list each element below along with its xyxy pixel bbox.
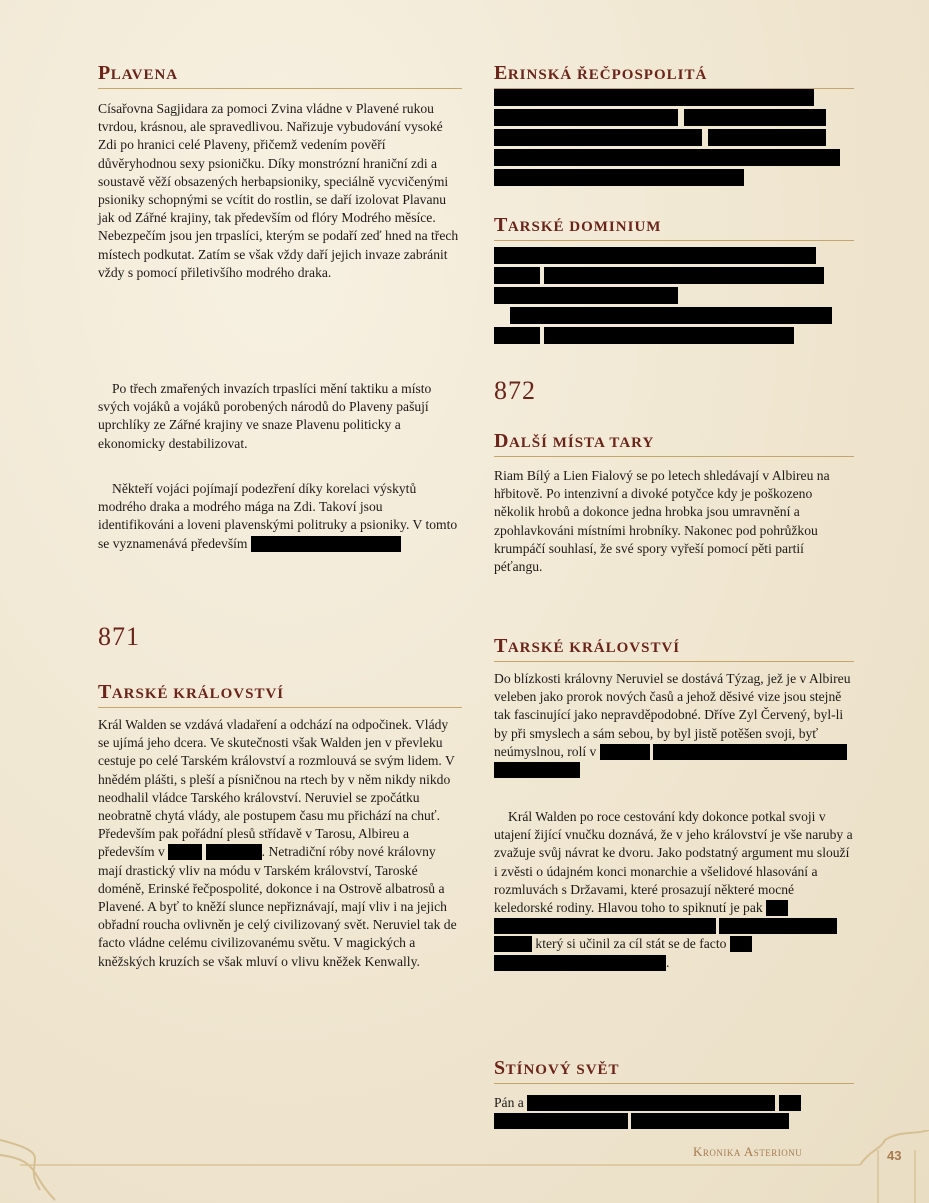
redaction-bar <box>494 149 840 166</box>
redaction-bar <box>168 844 202 860</box>
redaction-bar <box>494 1113 628 1129</box>
redaction-bar <box>510 307 832 324</box>
section-heading-tarske-kralovstvi-2: TARSKÉ KRÁLOVSTVÍ <box>494 635 854 662</box>
tarske-2-paragraph-2-text: Král Walden po roce cestování kdy dokonce potkal svoji v utajení žijící vnučku doznává, že v jeho království je vše naruby a zvažuje svůj návrat ke dvoru. Jako podstatný argument mu slouží i zvěsti o údajném konci monarchie a všelidové hlasování a rozmluvách s Državami, které prosazují některé mocné keledorské rodiny. Hlavou toho to spiknutí je pak <box>494 809 853 916</box>
redaction-bar <box>719 918 837 934</box>
redaction-bar <box>494 762 580 778</box>
redaction-bar <box>544 327 794 344</box>
plavena-paragraph-1: Císařovna Sagjidara za pomoci Zvina vládne v Plavené rukou tvrdou, krásnou, ale spravedlivou. Nařizuje vybudování vysoké Zdi po hranici celé Plaveny, přičemž vedením pověří důvěryhodnou sexy psioničku. Díky monstrózní hraniční zdi a soustavě věží obsazených herbapsioniky, speciálně vycvičenými psioniky schopnými se vcítit do rostlin, se daří izolovat Plavanu jak od Zářné krajiny, tak především od flóry Modrého měsíce. Nebezpečím jsou jen trpaslíci, kterým se podaří zeď hned na třech místech podkutat. Zatím se však vždy daří jejich invaze zabránit vždy s pomocí přiletivšího modrého draka. <box>98 101 459 280</box>
section-heading-stinovy-svet: STÍNOVÝ SVĚT <box>494 1057 854 1084</box>
redaction-bar <box>494 129 702 146</box>
tarske-2-paragraph-2-text-b: který si učinil za cíl stát se de facto <box>535 936 727 952</box>
redaction-bar <box>494 936 532 952</box>
redaction-bar <box>251 536 401 552</box>
plavena-paragraph-3-text: Někteří vojáci pojímají podezření díky korelaci výskytů modrého draka a modrého mága na Zdi. Takoví jsou identifikováni a loveni plavenskými politruky a psioniky. V tomto se vyznamenává především <box>98 481 458 551</box>
tarske-2-paragraph-2-end: . <box>666 954 670 970</box>
plavena-paragraph-2-text: Po třech zmařených invazích trpaslíci mění taktiku a místo svých vojáků a vojáků porobených národů do Plaveny pašují uprchlíky ze Zářné krajiny ve snaze Plavenu politicky a ekonomicky destabilizovat. <box>98 381 432 451</box>
redaction-bar <box>206 844 262 860</box>
tarske-paragraph-1-text-a: Král Walden se vzdává vladaření a odchází na odpočinek. Vlády se ujímá jeho dcera. Ve skutečnosti však Walden jen v převleku cestuje po celé Tarském království a rozmlouvá se svým lidem. V hnědém plášti, s pleší a písničnou na rtech by v něm nikdy nikdo neodhalil vládce Tarského království. Neruviel se zpočátku neobratně chytá vlády, ale postupem času mu přichází na chuť. Především pak pořádní plesů střídavě v Tarosu, Albireu a především v <box>98 717 455 860</box>
redaction-bar <box>684 109 826 126</box>
page-number: 43 <box>887 1148 902 1163</box>
redaction-bar <box>600 744 650 760</box>
redaction-bar <box>494 918 716 934</box>
tarske-paragraph-1 <box>98 716 462 971</box>
plavena-paragraph-3 <box>98 480 462 553</box>
redaction-bar <box>494 247 816 264</box>
redaction-bar <box>779 1095 801 1111</box>
redaction-bar <box>494 955 666 971</box>
redaction-bar <box>708 129 826 146</box>
redaction-bar <box>494 89 814 106</box>
redaction-bar <box>494 327 540 344</box>
tarske-paragraph-1-text-b: . Netradiční róby nové královny mají drastický vliv na módu v Tarském království, Taroské doméně, Erinské řečpospolité, dokonce i na Ostrově albatrosů a Plavené. A byť to kněží slunce nepřiznávají, mají vliv i na jejich obřadní roucha ovlivněn je celý civilizovaný svět. Neruviel tak de facto vládne celému civilizovanému světu. V magických a kněžských kruzích se však mluví o vlivu kněžek Kenwally. <box>98 844 457 969</box>
plavena-paragraph-2 <box>98 380 462 453</box>
redaction-bar <box>631 1113 789 1129</box>
redaction-bar <box>766 900 788 916</box>
redaction-bar <box>494 169 744 186</box>
section-heading-erinska: ERINSKÁ ŘEČPOSPOLITÁ <box>494 62 854 89</box>
redaction-bar <box>494 109 678 126</box>
redaction-bar <box>527 1095 775 1111</box>
section-heading-tarske-kralovstvi: TARSKÉ KRÁLOVSTVÍ <box>98 681 462 708</box>
dalsi-paragraph-1: Riam Bílý a Lien Fialový se po letech shledávají v Albireu na hřbitově. Po intenzivní a divoké potyčce kdy je poškozeno několik hrobů a dokonce jedna hrobka jsou umravnění a zpohlavkováni místními hrobníky. Nakonec pod pohrůžkou krumpáčí souhlasí, že své spory vyřeší pomocí pěti partií péťangu. <box>494 468 830 575</box>
stinovy-paragraph-1-text: Pán a <box>494 1095 524 1110</box>
redaction-bar <box>494 267 540 284</box>
redaction-bar <box>653 744 847 760</box>
section-heading-plavena: PLAVENA <box>98 62 462 89</box>
redaction-bar <box>730 936 752 952</box>
stinovy-paragraph-1 <box>494 1094 854 1130</box>
section-heading-tarske-dominium: TARSKÉ DOMINIUM <box>494 214 854 241</box>
year-heading-871: 871 <box>98 622 140 651</box>
running-title: Kronika Asterionu <box>693 1144 803 1159</box>
tarske-2-paragraph-2 <box>494 808 854 972</box>
section-heading-dalsi-mista-tary: DALŠÍ MÍSTA TARY <box>494 430 854 457</box>
redaction-bar <box>494 287 678 304</box>
tarske-2-paragraph-1 <box>494 670 854 779</box>
tarske-2-paragraph-1-text: Do blízkosti královny Neruviel se dostává Týzag, jež je v Albireu veleben jako prorok nových časů a jehož děsivé vize jsou stejně tak fascinující jako nepravděpodobné. Dříve Zyl Červený, byl-li by při smyslech a sám sebou, by byl jistě potěšen svoji, byť neúmyslnou, rolí v <box>494 671 851 759</box>
page-border-ornament <box>0 1130 929 1203</box>
year-heading-872: 872 <box>494 376 536 405</box>
redaction-bar <box>544 267 824 284</box>
